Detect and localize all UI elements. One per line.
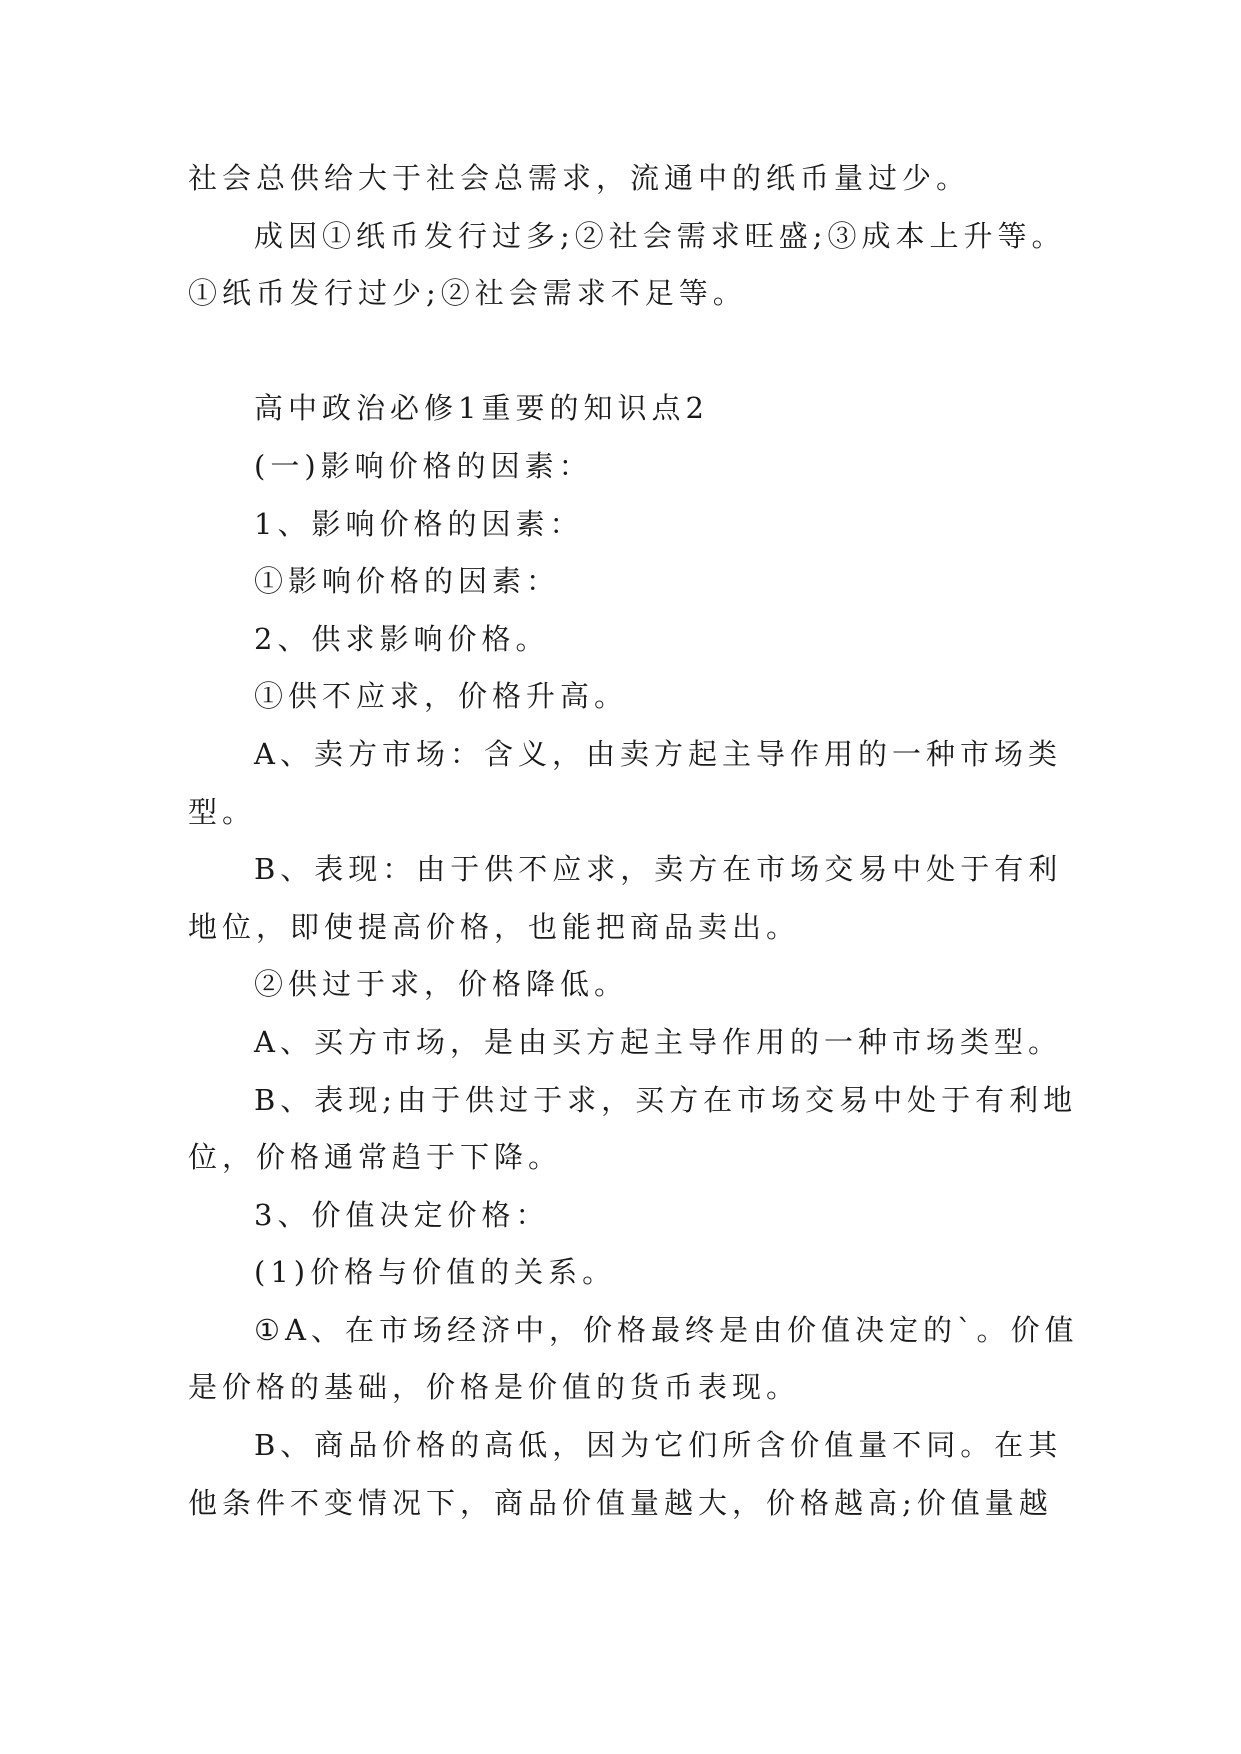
text-line: ②供过于求，价格降低。 [254,967,629,1002]
text-line: 他条件不变情况下，商品价值量越大，价格越高;价值量越 [188,1485,1053,1520]
text-line: B、表现;由于供过于求，买方在市场交易中处于有利地 [254,1082,1078,1117]
text-line: 型。 [188,794,257,829]
text-line: 成因①纸币发行过多;②社会需求旺盛;③成本上升等。 [254,218,1066,253]
text-line: 是价格的基础，价格是价值的货币表现。 [188,1370,801,1405]
text-line: A、买方市场，是由买方起主导作用的一种市场类型。 [254,1024,1062,1059]
text-line: 社会总供给大于社会总需求，流通中的纸币量过少。 [188,161,971,195]
text-line: 1、影响价格的因素： [254,506,584,541]
text-line: 地位，即使提高价格，也能把商品卖出。 [188,909,801,944]
blank-line [188,323,1053,381]
text-line: B、商品价格的高低，因为它们所含价值量不同。在其 [254,1428,1063,1463]
text-line: (一)影响价格的因素： [254,448,593,483]
text-line: A、卖方市场：含义，由卖方起主导作用的一种市场类 [254,736,1062,771]
text-line: ①影响价格的因素： [254,564,561,599]
text-line: ①A、在市场经济中，价格最终是由价值决定的`。价值 [254,1312,1079,1347]
text-line: (1)价格与价值的关系。 [254,1255,617,1290]
text-line: 3、价值决定价格： [254,1197,550,1232]
document-page [188,150,1079,1532]
text-line: B、表现：由于供不应求，卖方在市场交易中处于有利 [254,852,1063,887]
text-line: ①纸币发行过少;②社会需求不足等。 [188,276,747,311]
text-line: ①供不应求，价格升高。 [254,679,629,714]
text-line: 位，价格通常趋于下降。 [188,1140,563,1175]
text-line: 2、供求影响价格。 [254,621,550,656]
section-heading: 高中政治必修1重要的知识点2 [254,391,709,426]
